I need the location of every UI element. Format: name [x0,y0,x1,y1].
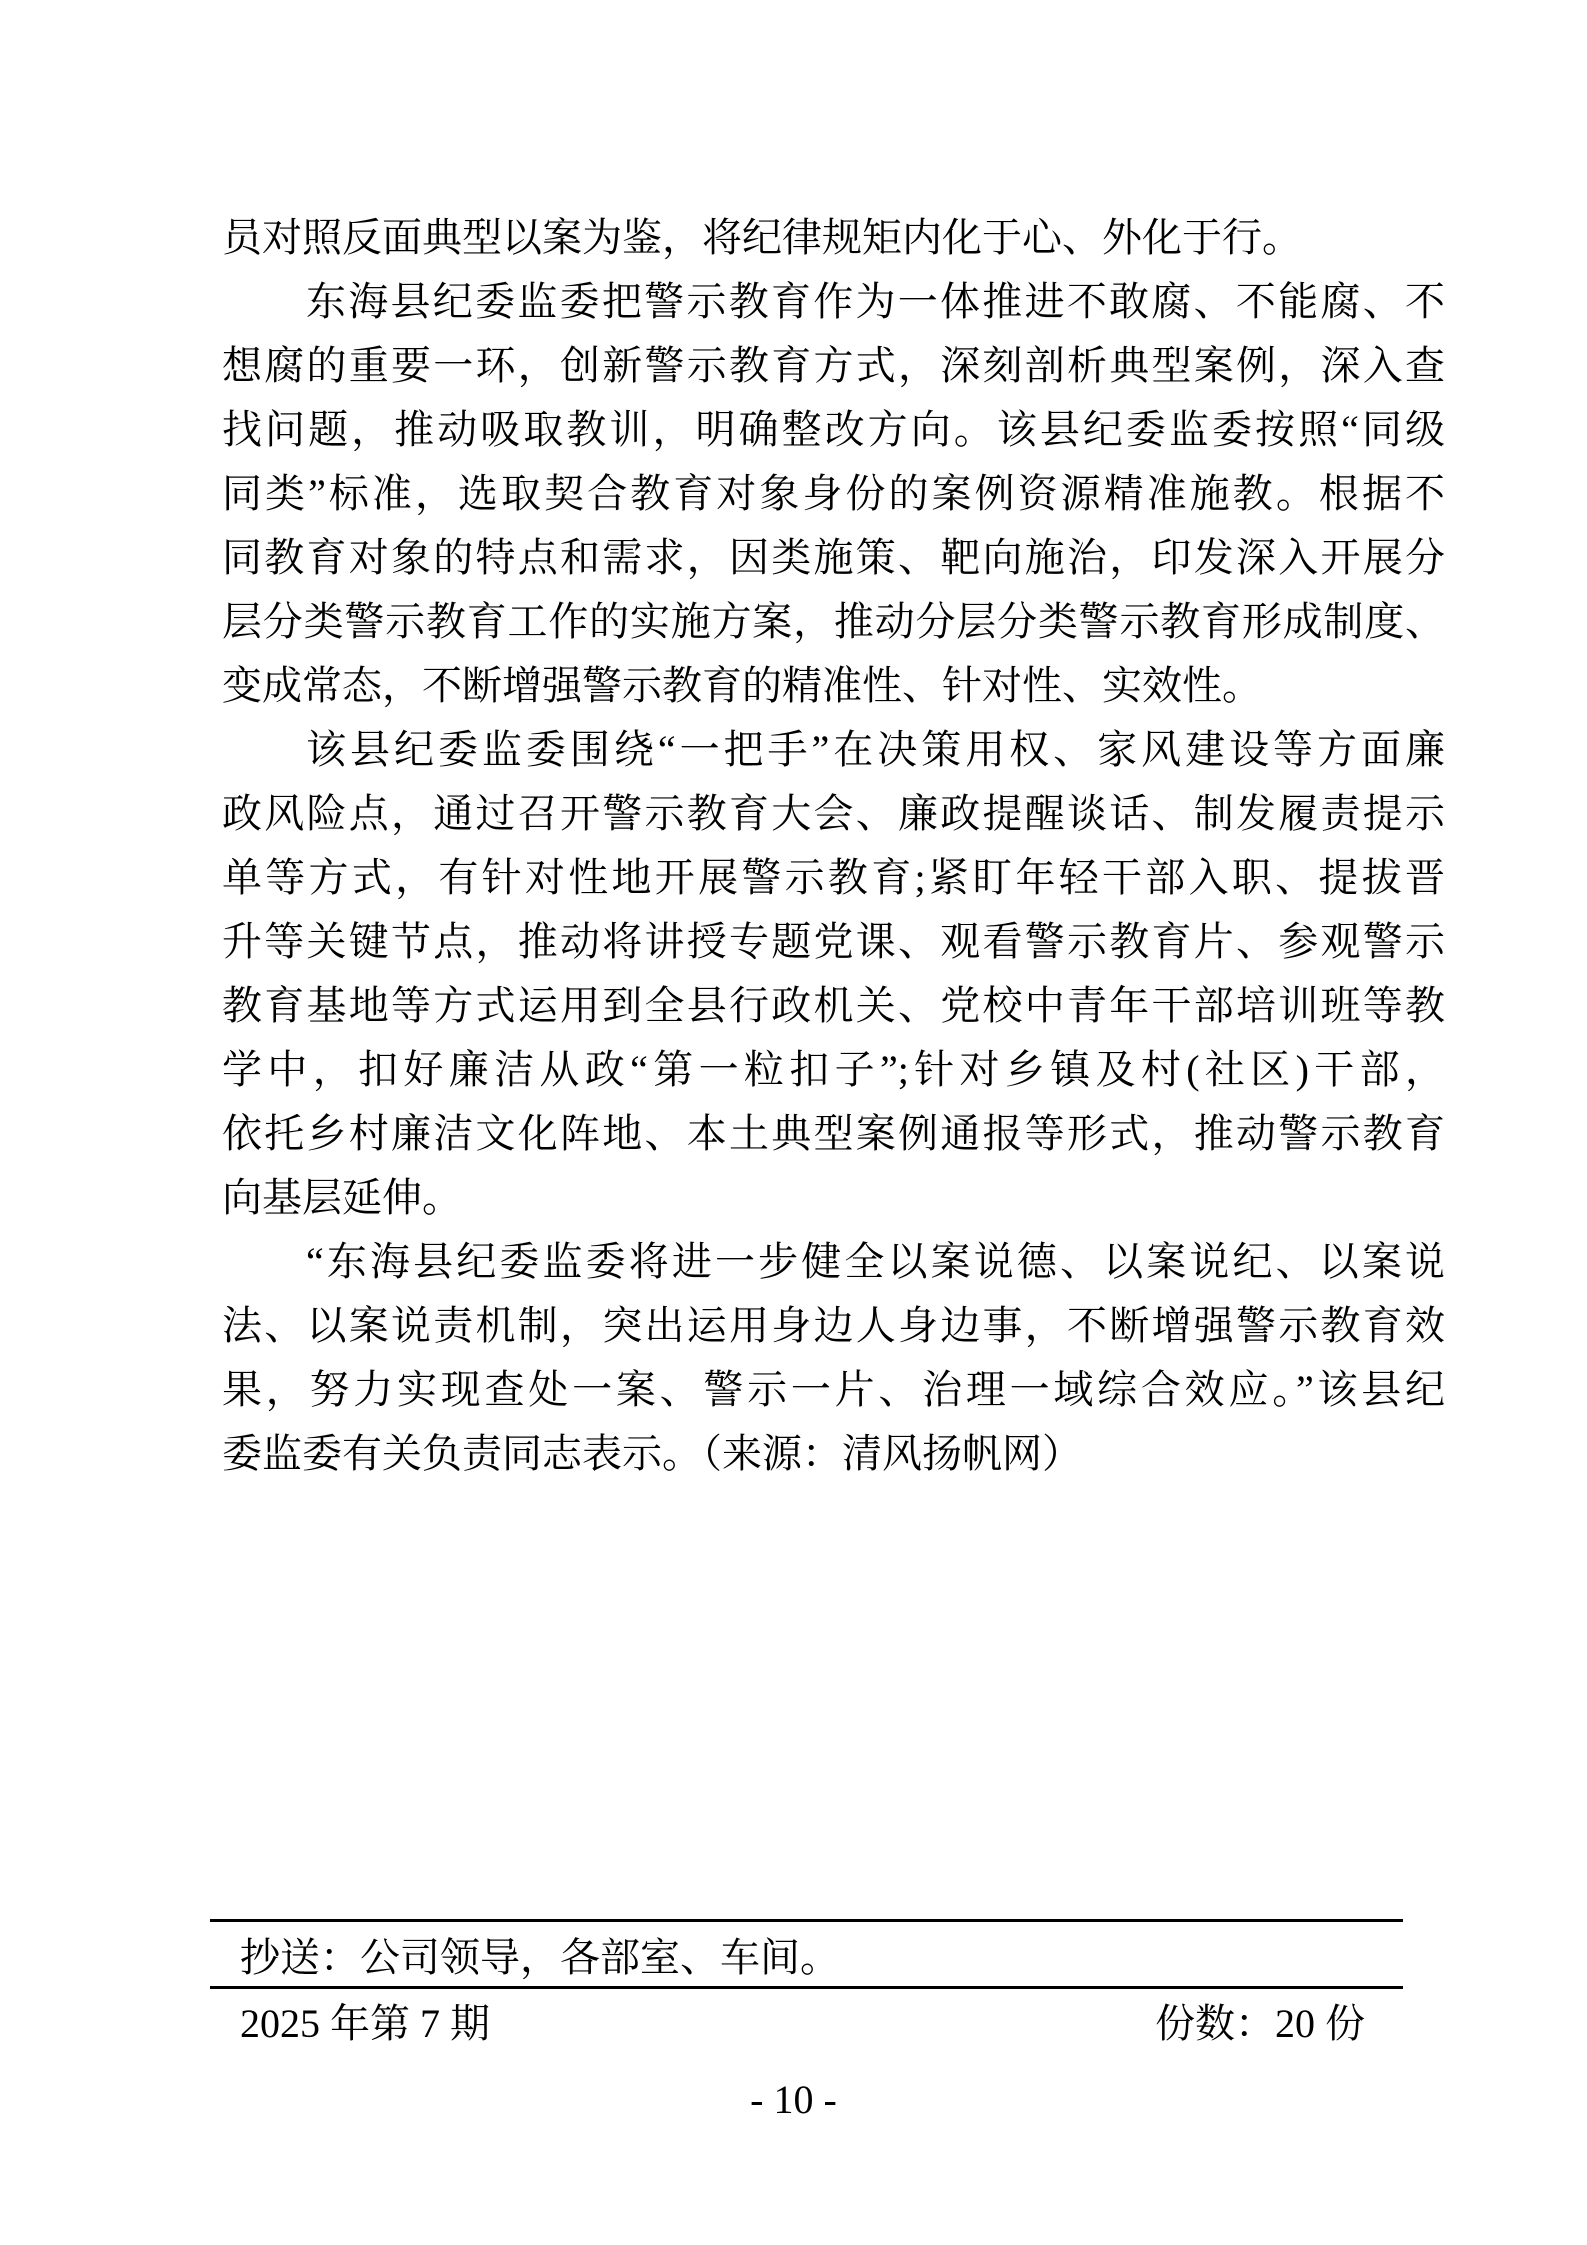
body-line: 东海县纪委监委把警示教育作为一体推进不敢腐、不能腐、不 [306,279,1445,324]
body-line: 找问题，推动吸取教训，明确整改方向。该县纪委监委按照“同级 [222,407,1445,452]
body-line: 层分类警示教育工作的实施方案，推动分层分类警示教育形成制度、 [222,599,1445,644]
body-line: 员对照反面典型以案为鉴，将纪律规矩内化于心、外化于行。 [222,215,1302,260]
body-line: 想腐的重要一环，创新警示教育方式，深刻剖析典型案例，深入查 [222,343,1445,388]
body-line: 同类”标准，选取契合教育对象身份的案例资源精准施教。根据不 [222,471,1445,516]
body-line: 变成常态，不断增强警示教育的精准性、针对性、实效性。 [222,663,1262,708]
body-line: 升等关键节点，推动将讲授专题党课、观看警示教育片、参观警示 [222,919,1445,964]
body-line: 该县纪委监委围绕“一把手”在决策用权、家风建设等方面廉 [306,727,1445,772]
copy-to-text: 抄送：公司领导，各部室、车间。 [240,1935,840,1980]
document-body [222,206,1445,1486]
body-line: 果，努力实现查处一案、警示一片、治理一域综合效应。”该县纪 [222,1367,1445,1412]
copies-count: 份数：20 份 [1155,2001,1365,2046]
body-line: 法、以案说责机制，突出运用身边人身边事，不断增强警示教育效 [222,1303,1445,1348]
issue-number: 2025 年第 7 期 [240,2001,490,2046]
body-line: “东海县纪委监委将进一步健全以案说德、以案说纪、以案说 [306,1239,1445,1284]
page-number: - 10 - [750,2077,837,2122]
copy-to-line [240,1932,840,1984]
body-line: 教育基地等方式运用到全县行政机关、党校中青年干部培训班等教 [222,983,1445,1028]
issue-info-row [240,1998,1365,2050]
body-line: 政风险点，通过召开警示教育大会、廉政提醒谈话、制发履责提示 [222,791,1445,836]
body-line: 委监委有关负责同志表示。（来源：清风扬帆网） [222,1431,1082,1476]
body-line: 同教育对象的特点和需求，因类施策、靶向施治，印发深入开展分 [222,535,1445,580]
footer-divider-top [210,1919,1403,1922]
body-line: 向基层延伸。 [222,1175,462,1220]
footer-divider-bottom [210,1986,1403,1989]
body-line: 学中，扣好廉洁从政“第一粒扣子”;针对乡镇及村(社区)干部， [222,1047,1445,1092]
body-line: 单等方式，有针对性地开展警示教育;紧盯年轻干部入职、提拔晋 [222,855,1445,900]
body-line: 依托乡村廉洁文化阵地、本土典型案例通报等形式，推动警示教育 [222,1111,1445,1156]
